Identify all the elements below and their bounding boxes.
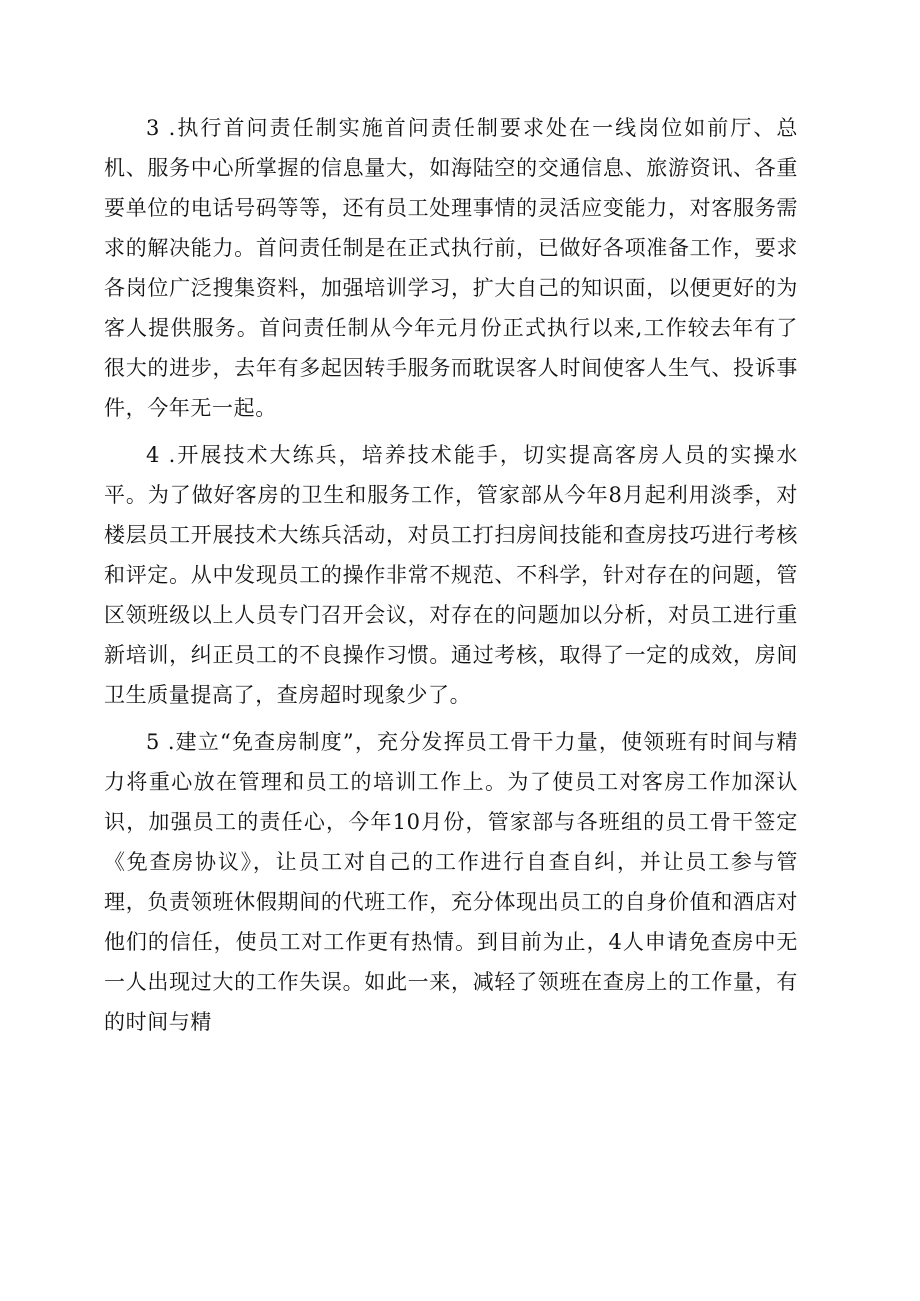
paragraph-inspection-free-system: 5 .建立“免查房制度”，充分发挥员工骨干力量，使领班有时间与精力将重心放在管理和员工的培训工作上。为了使员工对客房工作加深认识，加强员工的责任心，今年10月份，管家部与各班组的员工骨干签定《免查房协议》，让员工对自己的工作进行自查自纠，并让员工参与管理，负责领班休假期间的代班工作，充分体现出员工的自身价值和酒店对他们的信任，使员工对工作更有热情。到目前为止，4人申请免查房中无一人出现过大的工作失误。如此一来，减轻了领班在查房上的工作量，有的时间与精 xyxy=(104,730,798,1034)
paragraph-first-inquiry-responsibility: 3 .执行首问责任制实施首问责任制要求处在一线岗位如前厅、总机、服务中心所掌握的信息量大，如海陆空的交通信息、旅游资讯、各重要单位的电话号码等等，还有员工处理事情的灵活应变能力，对客服务需求的解决能力。首问责任制是在正式执行前，已做好各项准备工作，要求各岗位广泛搜集资料，加强培训学习，扩大自己的知识面，以便更好的为客人提供服务。首问责任制从今年元月份正式执行以来,工作较去年有了很大的进步，去年有多起因转手服务而耽误客人时间使客人生气、投诉事件，今年无一起。 xyxy=(104,116,798,420)
document-body xyxy=(104,108,798,1042)
paragraph-technical-training: 4 .开展技术大练兵，培养技术能手，切实提高客房人员的实操水平。为了做好客房的卫生和服务工作，管家部从今年8月起利用淡季，对楼层员工开展技术大练兵活动，对员工打扫房间技能和查房技巧进行考核和评定。从中发现员工的操作非常不规范、不科学，针对存在的问题，管区领班级以上人员专门召开会议，对存在的问题加以分析，对员工进行重新培训，纠正员工的不良操作习惯。通过考核，取得了一定的成效，房间卫生质量提高了，查房超时现象少了。 xyxy=(104,443,798,707)
